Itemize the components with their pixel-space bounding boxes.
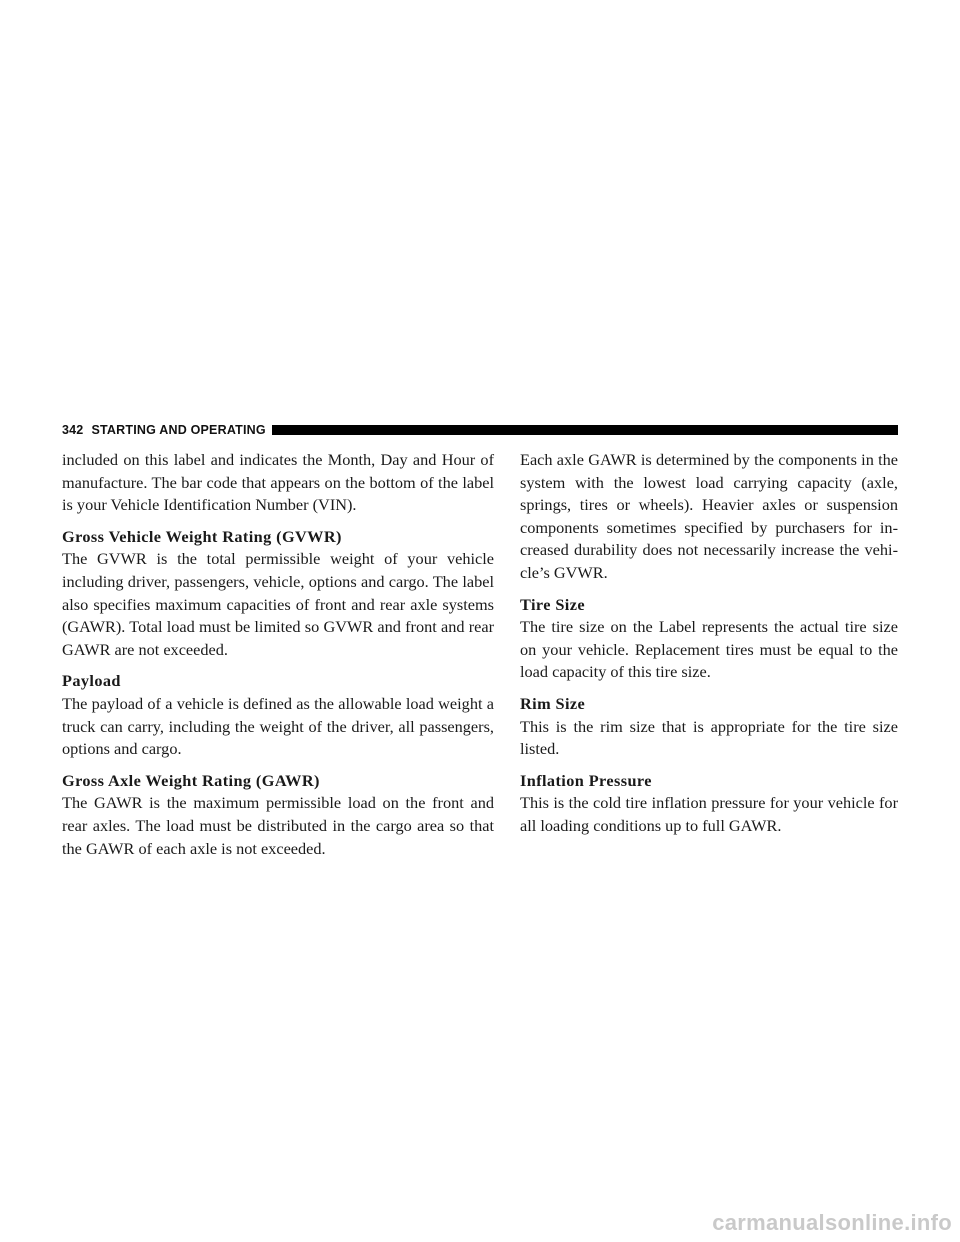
section-title: STARTING AND OPERATING — [91, 423, 266, 437]
rim-size-paragraph: This is the rim size that is appropriate for the tire size listed. — [520, 716, 898, 759]
page-number: 342 — [62, 423, 84, 437]
tire-size-paragraph: The tire size on the Label represents the actual tire size on your vehicle. Replacement tires must be equal to the load capacity of this tire size. — [520, 617, 898, 682]
payload-heading: Payload — [62, 671, 121, 691]
inflation-paragraph: This is the cold tire inflation pressure for your vehicle for all loading conditions up to full GAWR. — [520, 793, 898, 835]
inflation-heading: Inflation Pressure — [520, 770, 652, 790]
gawr-heading: Gross Axle Weight Rating (GAWR) — [62, 770, 320, 790]
rim-size-heading: Rim Size — [520, 693, 586, 713]
gawr-paragraph: The GAWR is the maximum permissible load on the front and rear axles. The load must be distributed in the cargo area so that the GAWR of each axle is not exceeded. — [62, 793, 494, 858]
gawr-continued-paragraph: Each axle GAWR is determined by the components in the system with the lowest load carrying capacity (axle, springs, tires or wheels). Heavier axles or suspension components sometimes specified by purchasers for in-creased durability does not necessarily increase the vehi-cle’s GVWR. — [520, 450, 898, 582]
left-column — [62, 449, 494, 860]
watermark: carmanualsonline.info — [712, 1210, 952, 1235]
payload-paragraph: The payload of a vehicle is defined as the allowable load weight a truck can carry, including the weight of the driver, all passengers, options and cargo. — [62, 693, 494, 759]
gvwr-paragraph: The GVWR is the total permissible weight of your vehicle including driver, passengers, vehicle, options and cargo. The label also specifies maximum capacities of front and rear axle systems (GAWR). Total load must be limited so GVWR and front and rear GAWR are not exceeded. — [62, 549, 494, 659]
tire-size-heading: Tire Size — [520, 594, 585, 614]
intro-paragraph: included on this label and indicates the Month, Day and Hour of manufacture. The bar code that appears on the bottom of the label is your Vehicle Identification Number (VIN). — [62, 450, 494, 515]
header-rule — [272, 425, 898, 435]
page-header — [62, 423, 898, 437]
gvwr-heading: Gross Vehicle Weight Rating (GVWR) — [62, 526, 342, 546]
right-column — [520, 449, 898, 838]
